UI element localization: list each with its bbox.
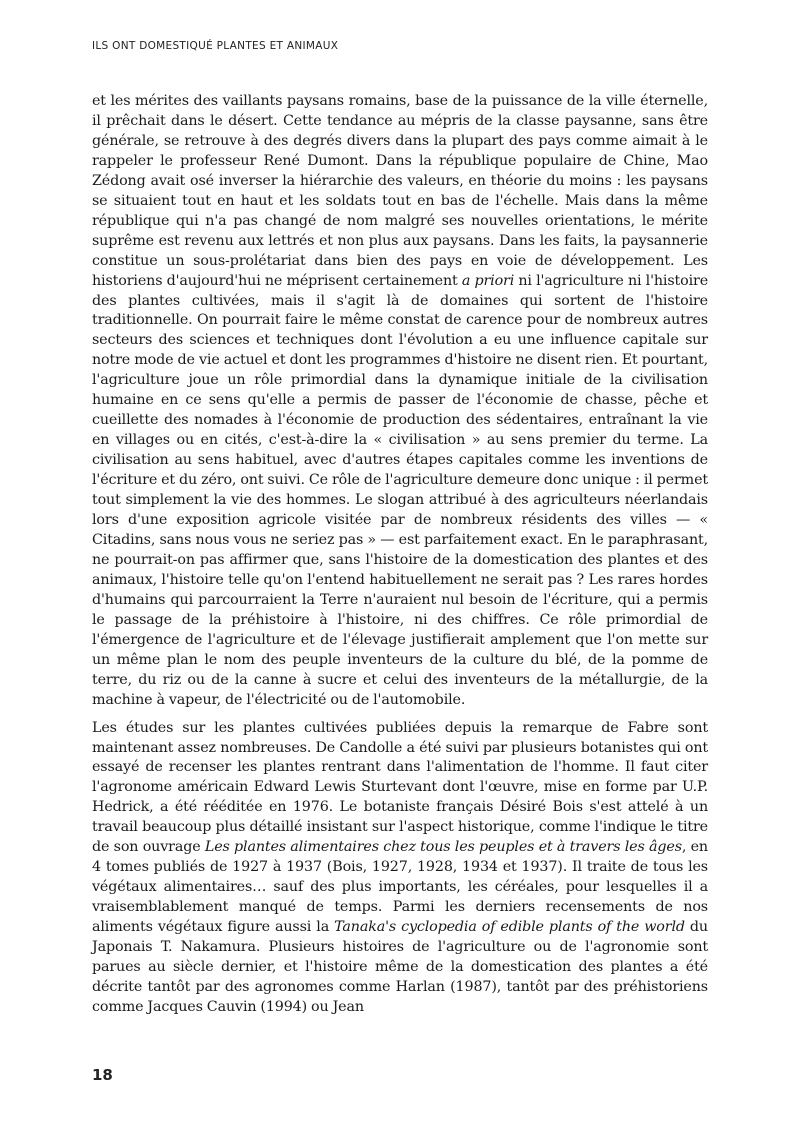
page-number: 18: [92, 1066, 113, 1084]
paragraph-1: [92, 92, 708, 711]
running-head: ILS ONT DOMESTIQUÉ PLANTES ET ANIMAUX: [92, 40, 339, 52]
body-text: [92, 92, 708, 1018]
paragraph-1-italic-a-priori: a priori: [461, 272, 515, 289]
paragraph-2: [92, 719, 708, 1018]
paragraph-2-text-b: , en 4 tomes publiés de 1927 à 1937 (Bois, 1927, 1928, 1934 et 1937). Il traite de tous les végétaux alimentaires… sauf des plus importants, les céréales, pour lesquelles il a vraisemblablement manqué de temps. Parmi les derniers recensements de nos aliments végétaux figure aussi la: [92, 839, 708, 936]
paragraph-1-text-a: et les mérites des vaillants paysans romains, base de la puissance de la ville éternelle, il prêchait dans le désert. Cette tendance au mépris de la classe paysanne, sans être générale, se retrouve à des degrés divers dans la plupart des pays comme aimait à le rappeler le professeur René Dumont. Dans la république populaire de Chine, Mao Zédong avait osé inverser la hiérarchie des valeurs, en théorie du moins : les paysans se situaient tout en haut et les soldats tout en bas de l'échelle. Mais dans la même république qui n'a pas changé de nom malgré ses nouvelles orientations, le mérite suprême est revenu aux lettrés et non plus aux paysans. Dans les faits, la paysannerie constitue un sous-prolétariat dans bien des pays en voie de développement. Les historiens d'aujourd'hui ne méprisent certainement: [92, 93, 708, 289]
paragraph-2-italic-cyclopedia-title: Tanaka's cyclopedia of edible plants of the world: [334, 919, 685, 936]
paragraph-2-text-c: du Japonais T. Nakamura. Plusieurs histoires de l'agriculture ou de l'agronomie sont parues au siècle dernier, et l'histoire même de la domestication des plantes a été décrite tantôt par des agronomes comme Harlan (1987), tantôt par des préhistoriens comme Jacques Cauvin (1994) ou Jean: [92, 919, 708, 1015]
paragraph-1-text-b: ni l'agriculture ni l'histoire des plantes cultivées, mais il s'agit là de domaines qui sortent de l'histoire traditionnelle. On pourrait faire le même constat de carence pour de nombreux autres secteurs des sciences et techniques dont l'évolution a eu une influence capitale sur notre mode de vie actuel et dont les programmes d'histoire ne disent rien. Et pourtant, l'agriculture joue un rôle primordial dans la dynamique initiale de la civilisation humaine en ce sens qu'elle a permis de passer de l'économie de chasse, pêche et cueillette des nomades à l'économie de production des sédentaires, entraînant la vie en villages ou en cités, c'est-à-dire la « civilisation » au sens premier du terme. La civilisation au sens habituel, avec d'autres étapes capitales comme les inventions de l'écriture et du zéro, ont suivi. Ce rôle de l'agriculture demeure donc unique : il permet tout simplement la vie des hommes. Le slogan attribué à des agriculteurs néerlandais lors d'une exposition agricole visitée par de nombreux résidents des villes — « Citadins, sans nous vous ne seriez pas » — est parfaitement exact. En le paraphrasant, ne pourrait-on pas affirmer que, sans l'histoire de la domestication des plantes et des animaux, l'histoire telle qu'on l'entend habituellement ne serait pas ? Les rares hordes d'humains qui parcourraient la Terre n'auraient nul besoin de l'écriture, qui a permis le passage de la préhistoire à l'histoire, ni des chiffres. Ce rôle primordial de l'émergence de l'agriculture et de l'élevage justifierait amplement que l'on mette sur un même plan le nom des peuple inventeurs de la culture du blé, de la pomme de terre, du riz ou de la canne à sucre et celui des inventeurs de la métallurgie, de la machine à vapeur, de l'électricité ou de l'automobile.: [92, 272, 709, 708]
paragraph-2-italic-book-title: Les plantes alimentaires chez tous les peuples et à travers les âges: [204, 839, 682, 856]
paragraph-2-text-a: Les études sur les plantes cultivées publiées depuis la remarque de Fabre sont maintenant assez nombreuses. De Candolle a été suivi par plusieurs botanistes qui ont essayé de recenser les plantes rentrant dans l'alimentation de l'homme. Il faut citer l'agronome américain Edward Lewis Sturtevant dont l'œuvre, mise en forme par U.P. Hedrick, a été rééditée en 1976. Le botaniste français Désiré Bois s'est attelé à un travail beaucoup plus détaillé insistant sur l'aspect historique, comme l'indique le titre de son ouvrage: [92, 719, 708, 856]
